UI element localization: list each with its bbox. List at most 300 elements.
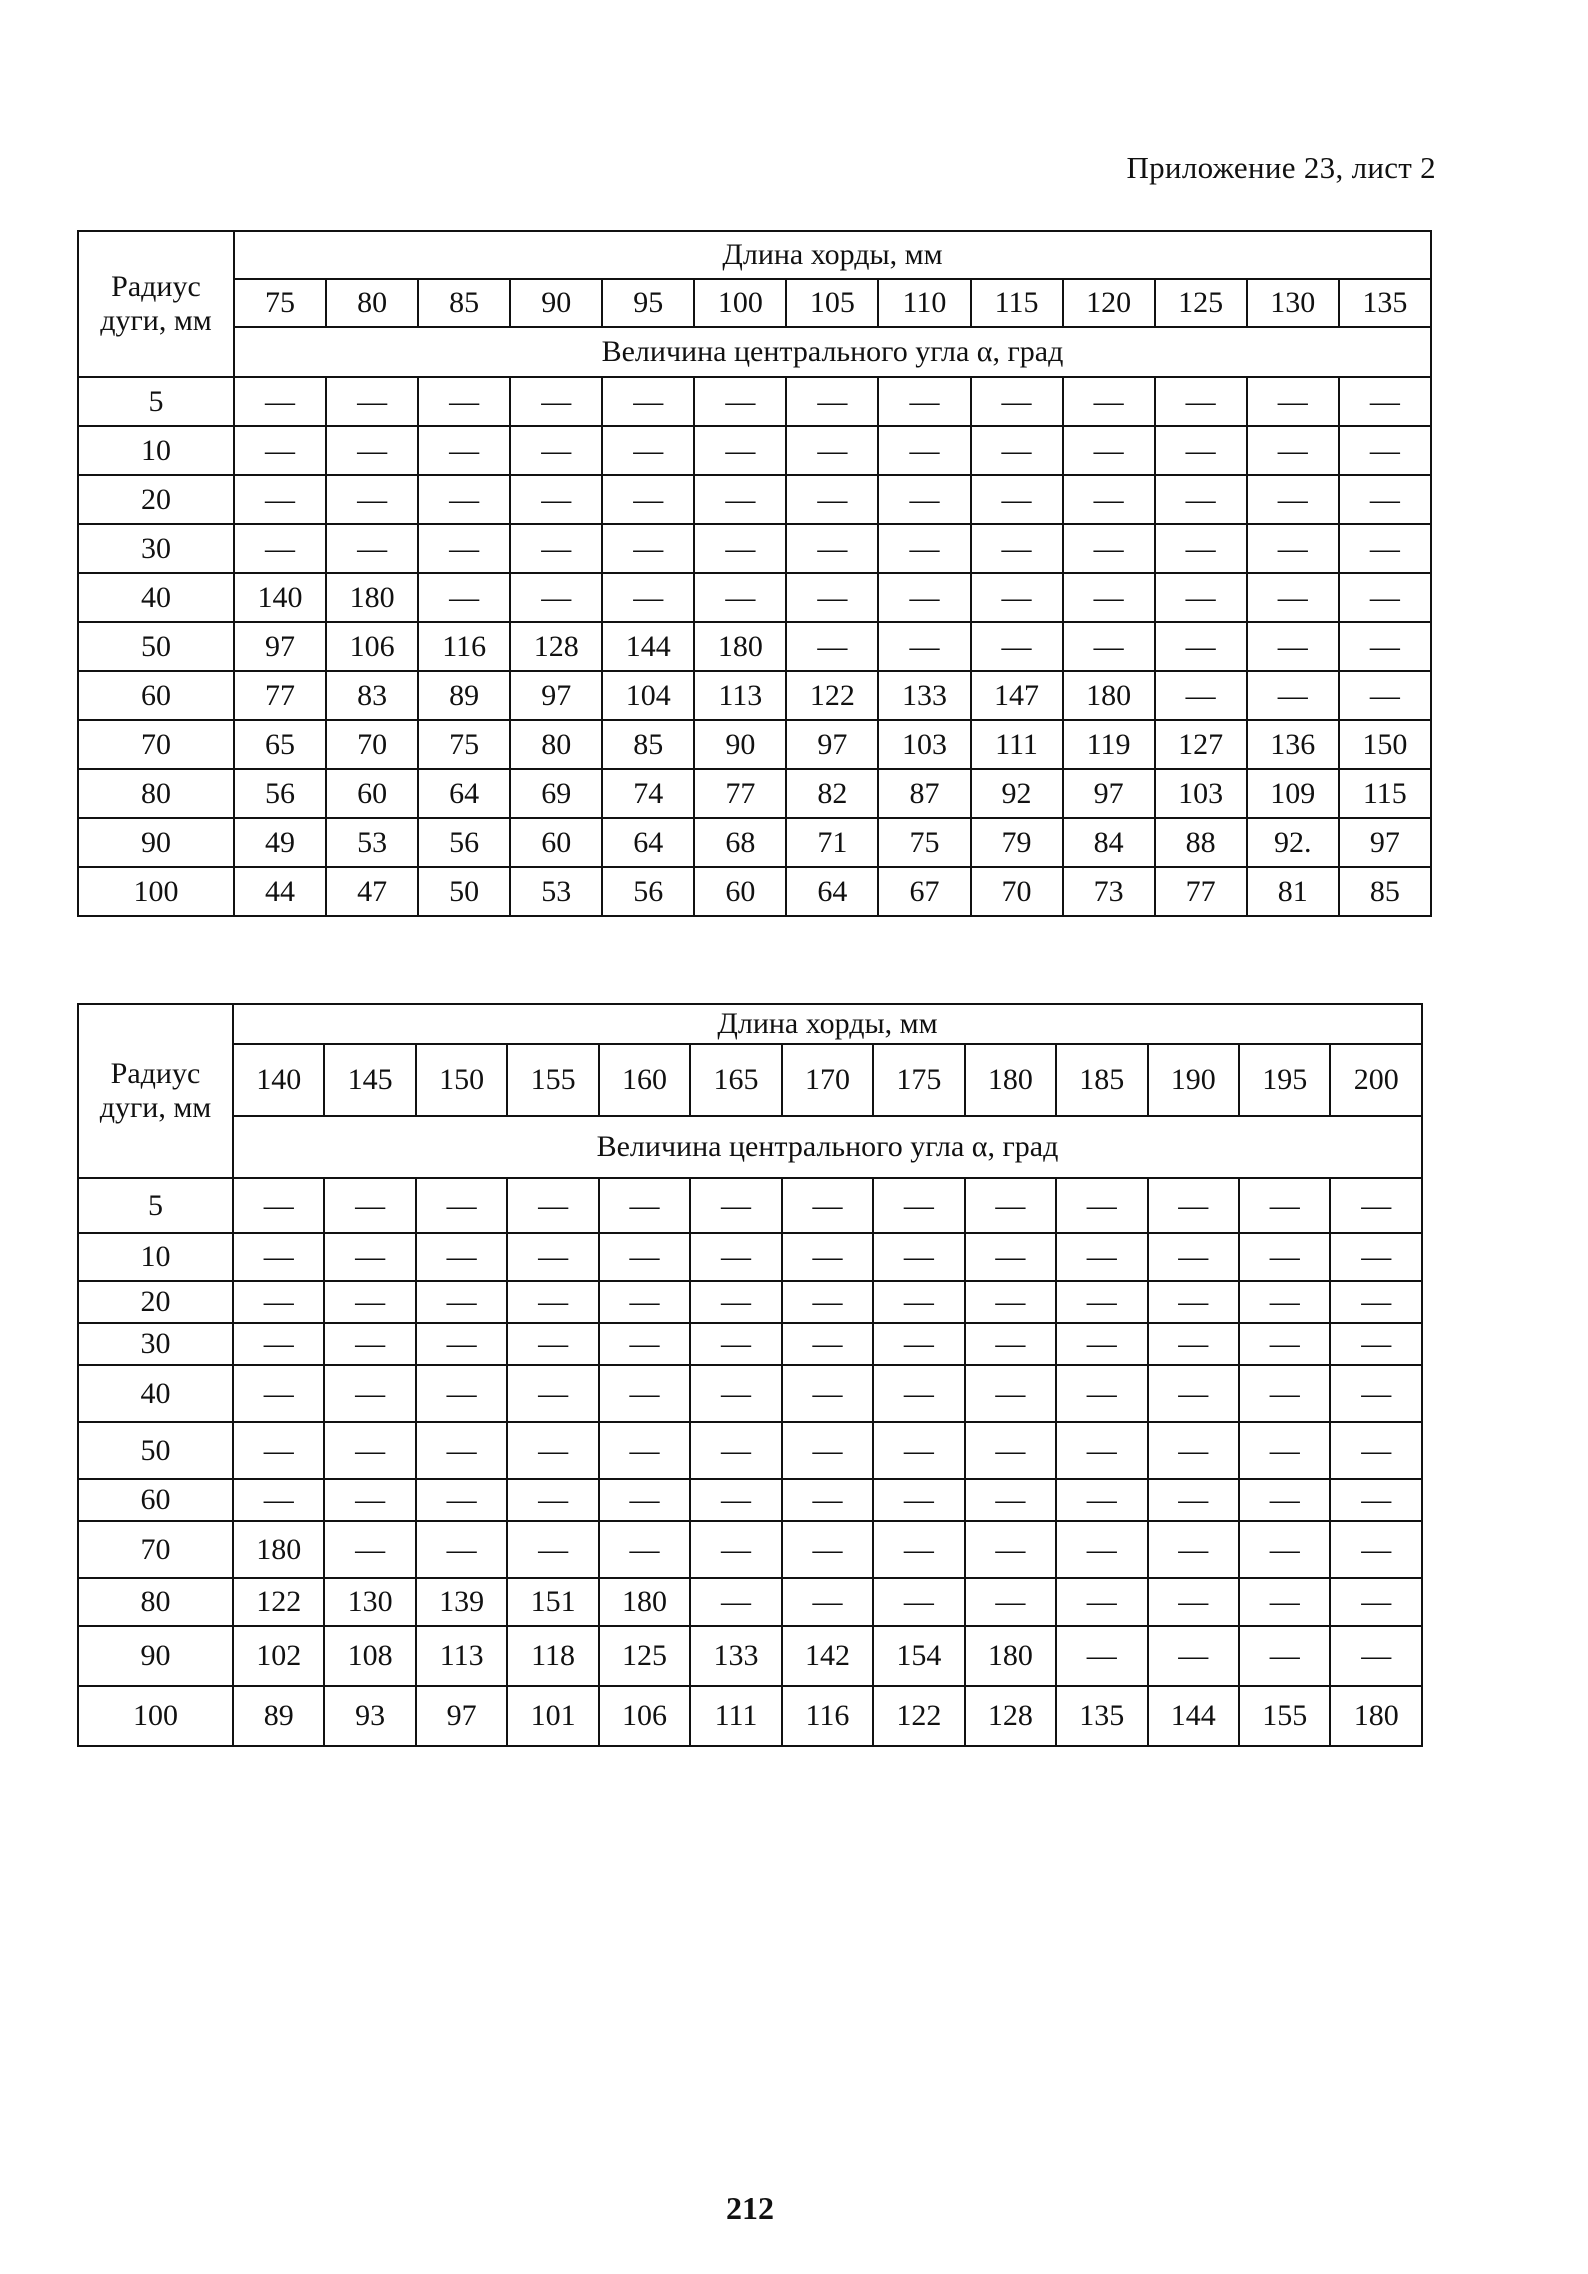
- table-row: [78, 1686, 1422, 1746]
- angle-value-cell: 180: [1330, 1686, 1422, 1746]
- angle-value-cell: —: [1056, 1479, 1147, 1521]
- angle-value-cell: —: [324, 1521, 415, 1578]
- angle-value-cell: —: [233, 1479, 324, 1521]
- angle-value-cell: —: [234, 426, 326, 475]
- angle-value-cell: 60: [510, 818, 602, 867]
- angle-value-cell: —: [507, 1233, 598, 1281]
- radius-cell: 30: [78, 1323, 233, 1365]
- angle-value-cell: —: [782, 1422, 873, 1479]
- chord-length-title: Длина хорды, мм: [233, 1004, 1422, 1044]
- angle-value-cell: —: [418, 426, 510, 475]
- angle-value-cell: —: [1155, 377, 1247, 426]
- angle-value-cell: 47: [326, 867, 418, 916]
- angle-value-cell: —: [599, 1178, 690, 1233]
- angle-value-cell: —: [234, 524, 326, 573]
- chord-value-cell: 105: [786, 279, 878, 327]
- angle-value-cell: —: [599, 1365, 690, 1422]
- chord-value-cell: 195: [1239, 1044, 1330, 1116]
- angle-value-cell: —: [418, 524, 510, 573]
- angle-value-cell: 73: [1063, 867, 1155, 916]
- angle-value-cell: 64: [602, 818, 694, 867]
- angle-value-cell: 128: [965, 1686, 1056, 1746]
- angle-value-cell: —: [602, 426, 694, 475]
- angle-value-cell: —: [1056, 1365, 1147, 1422]
- angle-value-cell: —: [233, 1233, 324, 1281]
- table-row: [78, 671, 1431, 720]
- chord-value-cell: 140: [233, 1044, 324, 1116]
- angle-value-cell: 70: [971, 867, 1063, 916]
- angle-value-cell: —: [1339, 475, 1431, 524]
- angle-value-cell: —: [1339, 377, 1431, 426]
- angle-value-cell: 83: [326, 671, 418, 720]
- table-row: [78, 1422, 1422, 1479]
- angle-value-cell: —: [873, 1422, 964, 1479]
- angle-value-cell: 119: [1063, 720, 1155, 769]
- angle-value-cell: —: [873, 1323, 964, 1365]
- angle-value-cell: —: [690, 1365, 781, 1422]
- angle-value-cell: 60: [694, 867, 786, 916]
- angle-value-cell: —: [1155, 573, 1247, 622]
- chord-angle-table-1: [77, 230, 1432, 917]
- table-row: [78, 720, 1431, 769]
- angle-value-cell: 180: [326, 573, 418, 622]
- angle-value-cell: 81: [1247, 867, 1339, 916]
- angle-value-cell: 89: [418, 671, 510, 720]
- angle-value-cell: —: [965, 1281, 1056, 1323]
- angle-value-cell: —: [416, 1178, 507, 1233]
- chord-value-cell: 175: [873, 1044, 964, 1116]
- radius-cell: 80: [78, 1578, 233, 1626]
- angle-value-cell: —: [1247, 622, 1339, 671]
- chord-value-cell: 75: [234, 279, 326, 327]
- radius-cell: 70: [78, 720, 234, 769]
- angle-value-cell: 122: [233, 1578, 324, 1626]
- angle-value-cell: —: [782, 1281, 873, 1323]
- angle-value-cell: —: [1239, 1281, 1330, 1323]
- angle-value-cell: —: [873, 1178, 964, 1233]
- angle-value-cell: —: [233, 1422, 324, 1479]
- angle-value-cell: —: [1063, 377, 1155, 426]
- angle-value-cell: 103: [1155, 769, 1247, 818]
- angle-value-cell: —: [599, 1521, 690, 1578]
- angle-value-cell: —: [1247, 524, 1339, 573]
- angle-value-cell: —: [326, 377, 418, 426]
- chord-values-row: [78, 279, 1431, 327]
- angle-value-cell: 75: [878, 818, 970, 867]
- angle-value-cell: 77: [694, 769, 786, 818]
- angle-value-cell: —: [602, 377, 694, 426]
- angle-value-cell: 127: [1155, 720, 1247, 769]
- radius-cell: 100: [78, 867, 234, 916]
- angle-value-cell: 60: [326, 769, 418, 818]
- angle-value-cell: —: [786, 377, 878, 426]
- radius-cell: 20: [78, 1281, 233, 1323]
- table-row: [78, 426, 1431, 475]
- angle-value-cell: —: [1056, 1281, 1147, 1323]
- angle-value-cell: —: [782, 1479, 873, 1521]
- table-row: [78, 867, 1431, 916]
- angle-value-cell: 80: [510, 720, 602, 769]
- angle-value-cell: —: [1148, 1626, 1239, 1686]
- angle-value-cell: —: [1330, 1281, 1422, 1323]
- angle-value-cell: 97: [510, 671, 602, 720]
- angle-value-cell: —: [510, 475, 602, 524]
- angle-value-cell: —: [878, 622, 970, 671]
- angle-value-cell: —: [873, 1479, 964, 1521]
- angle-value-cell: 155: [1239, 1686, 1330, 1746]
- angle-value-cell: —: [965, 1521, 1056, 1578]
- angle-value-cell: 144: [1148, 1686, 1239, 1746]
- angle-value-cell: 93: [324, 1686, 415, 1746]
- angle-value-cell: 88: [1155, 818, 1247, 867]
- angle-value-cell: —: [602, 524, 694, 573]
- angle-value-cell: —: [233, 1281, 324, 1323]
- chord-value-cell: 200: [1330, 1044, 1422, 1116]
- angle-value-cell: 64: [418, 769, 510, 818]
- table-row: [78, 1323, 1422, 1365]
- angle-value-cell: —: [416, 1479, 507, 1521]
- angle-value-cell: —: [1330, 1178, 1422, 1233]
- angle-value-cell: 82: [786, 769, 878, 818]
- angle-value-cell: 75: [418, 720, 510, 769]
- angle-value-cell: —: [782, 1323, 873, 1365]
- angle-value-cell: —: [1063, 524, 1155, 573]
- table-row: [78, 1626, 1422, 1686]
- radius-column-header: Радиус дуги, мм: [78, 1004, 233, 1178]
- angle-value-cell: 180: [599, 1578, 690, 1626]
- angle-value-cell: —: [510, 573, 602, 622]
- angle-value-cell: —: [878, 573, 970, 622]
- angle-value-cell: —: [324, 1365, 415, 1422]
- table-row: [78, 818, 1431, 867]
- angle-value-cell: —: [1063, 622, 1155, 671]
- angle-value-cell: —: [1148, 1178, 1239, 1233]
- angle-value-cell: 56: [602, 867, 694, 916]
- angle-value-cell: —: [786, 524, 878, 573]
- angle-value-cell: —: [782, 1365, 873, 1422]
- angle-value-cell: —: [1063, 426, 1155, 475]
- angle-value-cell: —: [1155, 622, 1247, 671]
- angle-value-cell: 106: [326, 622, 418, 671]
- angle-value-cell: 150: [1339, 720, 1431, 769]
- angle-value-cell: —: [507, 1281, 598, 1323]
- angle-value-cell: 122: [873, 1686, 964, 1746]
- table-row: [78, 573, 1431, 622]
- angle-value-cell: —: [1148, 1521, 1239, 1578]
- angle-value-cell: —: [507, 1422, 598, 1479]
- angle-value-cell: —: [507, 1178, 598, 1233]
- angle-value-cell: —: [1056, 1521, 1147, 1578]
- angle-value-cell: —: [1063, 573, 1155, 622]
- angle-value-cell: 180: [233, 1521, 324, 1578]
- angle-value-cell: —: [510, 524, 602, 573]
- chord-value-cell: 135: [1339, 279, 1431, 327]
- radius-cell: 90: [78, 1626, 233, 1686]
- angle-value-cell: 68: [694, 818, 786, 867]
- chord-value-cell: 80: [326, 279, 418, 327]
- angle-value-cell: —: [1339, 622, 1431, 671]
- angle-value-cell: 135: [1056, 1686, 1147, 1746]
- angle-value-cell: 130: [324, 1578, 415, 1626]
- angle-value-cell: —: [1339, 426, 1431, 475]
- chord-value-cell: 120: [1063, 279, 1155, 327]
- angle-value-cell: —: [690, 1281, 781, 1323]
- angle-value-cell: —: [971, 377, 1063, 426]
- angle-value-cell: —: [1148, 1281, 1239, 1323]
- angle-value-cell: 106: [599, 1686, 690, 1746]
- angle-value-cell: —: [690, 1178, 781, 1233]
- page-number: 212: [726, 2190, 774, 2226]
- table-body: [78, 1178, 1422, 1746]
- angle-value-cell: 115: [1339, 769, 1431, 818]
- angle-value-cell: —: [324, 1178, 415, 1233]
- angle-value-cell: 90: [694, 720, 786, 769]
- angle-value-cell: —: [324, 1281, 415, 1323]
- angle-value-cell: —: [694, 475, 786, 524]
- angle-value-cell: 71: [786, 818, 878, 867]
- angle-value-cell: —: [690, 1521, 781, 1578]
- angle-value-cell: 77: [234, 671, 326, 720]
- angle-value-cell: 70: [326, 720, 418, 769]
- angle-value-cell: 113: [694, 671, 786, 720]
- angle-value-cell: —: [602, 475, 694, 524]
- angle-value-cell: —: [233, 1178, 324, 1233]
- table-body: [78, 377, 1431, 916]
- angle-value-cell: 144: [602, 622, 694, 671]
- angle-value-cell: —: [1239, 1323, 1330, 1365]
- table-row: [78, 1365, 1422, 1422]
- angle-value-cell: —: [1239, 1422, 1330, 1479]
- angle-value-cell: —: [782, 1233, 873, 1281]
- table-row: [78, 1578, 1422, 1626]
- angle-value-cell: —: [965, 1365, 1056, 1422]
- angle-value-cell: —: [965, 1578, 1056, 1626]
- angle-value-cell: —: [233, 1365, 324, 1422]
- angle-value-cell: —: [599, 1323, 690, 1365]
- angle-value-cell: —: [416, 1323, 507, 1365]
- angle-value-cell: —: [786, 622, 878, 671]
- angle-value-cell: —: [971, 475, 1063, 524]
- chord-value-cell: 130: [1247, 279, 1339, 327]
- angle-value-cell: —: [1330, 1626, 1422, 1686]
- angle-value-cell: 140: [234, 573, 326, 622]
- angle-value-cell: 85: [1339, 867, 1431, 916]
- radius-cell: 70: [78, 1521, 233, 1578]
- angle-value-cell: 97: [1063, 769, 1155, 818]
- chord-values-row: [78, 1044, 1422, 1116]
- angle-value-cell: 85: [602, 720, 694, 769]
- angle-value-cell: 97: [786, 720, 878, 769]
- angle-value-cell: —: [878, 426, 970, 475]
- chord-value-cell: 160: [599, 1044, 690, 1116]
- angle-value-cell: 109: [1247, 769, 1339, 818]
- chord-value-cell: 185: [1056, 1044, 1147, 1116]
- angle-value-cell: —: [324, 1422, 415, 1479]
- angle-value-cell: —: [1239, 1626, 1330, 1686]
- angle-value-cell: —: [1148, 1365, 1239, 1422]
- angle-value-cell: —: [782, 1521, 873, 1578]
- angle-value-cell: 113: [416, 1626, 507, 1686]
- angle-value-cell: —: [507, 1365, 598, 1422]
- radius-cell: 40: [78, 573, 234, 622]
- angle-value-cell: —: [690, 1233, 781, 1281]
- table-row: [78, 622, 1431, 671]
- angle-value-cell: —: [324, 1233, 415, 1281]
- chord-value-cell: 145: [324, 1044, 415, 1116]
- angle-value-cell: —: [507, 1521, 598, 1578]
- angle-value-cell: 133: [878, 671, 970, 720]
- angle-value-cell: —: [1247, 573, 1339, 622]
- angle-value-cell: —: [324, 1479, 415, 1521]
- chord-value-cell: 115: [971, 279, 1063, 327]
- table-row: [78, 377, 1431, 426]
- angle-value-cell: —: [694, 524, 786, 573]
- angle-value-cell: —: [1155, 475, 1247, 524]
- chord-value-cell: 85: [418, 279, 510, 327]
- angle-value-cell: —: [326, 426, 418, 475]
- angle-value-cell: —: [1056, 1323, 1147, 1365]
- angle-value-cell: —: [599, 1479, 690, 1521]
- radius-cell: 40: [78, 1365, 233, 1422]
- angle-value-cell: —: [971, 573, 1063, 622]
- angle-value-cell: 116: [418, 622, 510, 671]
- angle-value-cell: —: [416, 1422, 507, 1479]
- angle-value-cell: —: [1148, 1233, 1239, 1281]
- angle-value-cell: —: [1148, 1323, 1239, 1365]
- angle-value-cell: —: [233, 1323, 324, 1365]
- angle-value-cell: 116: [782, 1686, 873, 1746]
- table-row: [78, 524, 1431, 573]
- chord-value-cell: 110: [878, 279, 970, 327]
- radius-column-header: Радиус дуги, мм: [78, 231, 234, 377]
- angle-value-cell: —: [416, 1521, 507, 1578]
- angle-value-cell: —: [1339, 524, 1431, 573]
- angle-value-cell: 180: [694, 622, 786, 671]
- angle-value-cell: —: [1247, 377, 1339, 426]
- angle-value-cell: —: [1056, 1578, 1147, 1626]
- angle-value-cell: —: [694, 573, 786, 622]
- angle-value-cell: —: [878, 524, 970, 573]
- angle-value-cell: —: [694, 377, 786, 426]
- angle-value-cell: 97: [1339, 818, 1431, 867]
- angle-value-cell: —: [510, 426, 602, 475]
- angle-value-cell: —: [971, 426, 1063, 475]
- table-row: [78, 475, 1431, 524]
- radius-cell: 5: [78, 1178, 233, 1233]
- angle-value-cell: —: [1063, 475, 1155, 524]
- angle-value-cell: 180: [965, 1626, 1056, 1686]
- angle-value-cell: 133: [690, 1626, 781, 1686]
- angle-value-cell: —: [1330, 1521, 1422, 1578]
- central-angle-subtitle: Величина центрального угла α, град: [234, 327, 1431, 377]
- angle-value-cell: —: [965, 1233, 1056, 1281]
- angle-value-cell: 65: [234, 720, 326, 769]
- angle-value-cell: —: [326, 475, 418, 524]
- angle-value-cell: 64: [786, 867, 878, 916]
- angle-value-cell: —: [782, 1578, 873, 1626]
- angle-value-cell: —: [690, 1323, 781, 1365]
- angle-value-cell: 87: [878, 769, 970, 818]
- angle-value-cell: 122: [786, 671, 878, 720]
- angle-value-cell: —: [782, 1178, 873, 1233]
- angle-value-cell: 53: [326, 818, 418, 867]
- chord-value-cell: 155: [507, 1044, 598, 1116]
- angle-value-cell: —: [965, 1479, 1056, 1521]
- radius-cell: 20: [78, 475, 234, 524]
- radius-cell: 5: [78, 377, 234, 426]
- angle-value-cell: 56: [418, 818, 510, 867]
- angle-value-cell: 139: [416, 1578, 507, 1626]
- angle-value-cell: —: [1239, 1233, 1330, 1281]
- angle-value-cell: 180: [1063, 671, 1155, 720]
- angle-value-cell: —: [599, 1422, 690, 1479]
- angle-value-cell: —: [690, 1479, 781, 1521]
- angle-value-cell: —: [234, 377, 326, 426]
- angle-value-cell: —: [1330, 1323, 1422, 1365]
- chord-value-cell: 100: [694, 279, 786, 327]
- central-angle-subtitle: Величина центрального угла α, град: [233, 1116, 1422, 1178]
- angle-value-cell: —: [1148, 1479, 1239, 1521]
- radius-cell: 50: [78, 1422, 233, 1479]
- angle-value-cell: —: [418, 573, 510, 622]
- angle-value-cell: —: [786, 475, 878, 524]
- angle-value-cell: —: [1239, 1178, 1330, 1233]
- angle-value-cell: —: [1056, 1626, 1147, 1686]
- angle-value-cell: —: [324, 1323, 415, 1365]
- angle-value-cell: 111: [971, 720, 1063, 769]
- angle-value-cell: 151: [507, 1578, 598, 1626]
- angle-value-cell: —: [234, 475, 326, 524]
- angle-value-cell: —: [326, 524, 418, 573]
- angle-value-cell: 92: [971, 769, 1063, 818]
- angle-value-cell: —: [1056, 1422, 1147, 1479]
- angle-value-cell: 97: [416, 1686, 507, 1746]
- angle-value-cell: —: [1155, 524, 1247, 573]
- angle-value-cell: —: [873, 1281, 964, 1323]
- angle-value-cell: —: [1247, 475, 1339, 524]
- angle-value-cell: 79: [971, 818, 1063, 867]
- table-row: [78, 1233, 1422, 1281]
- angle-value-cell: 89: [233, 1686, 324, 1746]
- angle-value-cell: —: [786, 573, 878, 622]
- angle-value-cell: 154: [873, 1626, 964, 1686]
- angle-value-cell: —: [1247, 426, 1339, 475]
- angle-value-cell: 84: [1063, 818, 1155, 867]
- angle-value-cell: —: [786, 426, 878, 475]
- angle-value-cell: —: [1330, 1365, 1422, 1422]
- angle-value-cell: —: [1239, 1479, 1330, 1521]
- angle-value-cell: 104: [602, 671, 694, 720]
- chord-value-cell: 90: [510, 279, 602, 327]
- angle-value-cell: —: [599, 1281, 690, 1323]
- angle-value-cell: —: [1239, 1521, 1330, 1578]
- angle-value-cell: —: [1247, 671, 1339, 720]
- appendix-note: Приложение 23, лист 2: [1126, 150, 1436, 185]
- angle-value-cell: 147: [971, 671, 1063, 720]
- table-row: [78, 1281, 1422, 1323]
- angle-value-cell: —: [1148, 1422, 1239, 1479]
- radius-cell: 90: [78, 818, 234, 867]
- angle-value-cell: —: [416, 1281, 507, 1323]
- angle-value-cell: 136: [1247, 720, 1339, 769]
- radius-cell: 100: [78, 1686, 233, 1746]
- angle-value-cell: —: [1155, 426, 1247, 475]
- angle-value-cell: —: [1330, 1422, 1422, 1479]
- radius-cell: 60: [78, 671, 234, 720]
- chord-value-cell: 150: [416, 1044, 507, 1116]
- angle-value-cell: —: [416, 1365, 507, 1422]
- angle-value-cell: —: [507, 1479, 598, 1521]
